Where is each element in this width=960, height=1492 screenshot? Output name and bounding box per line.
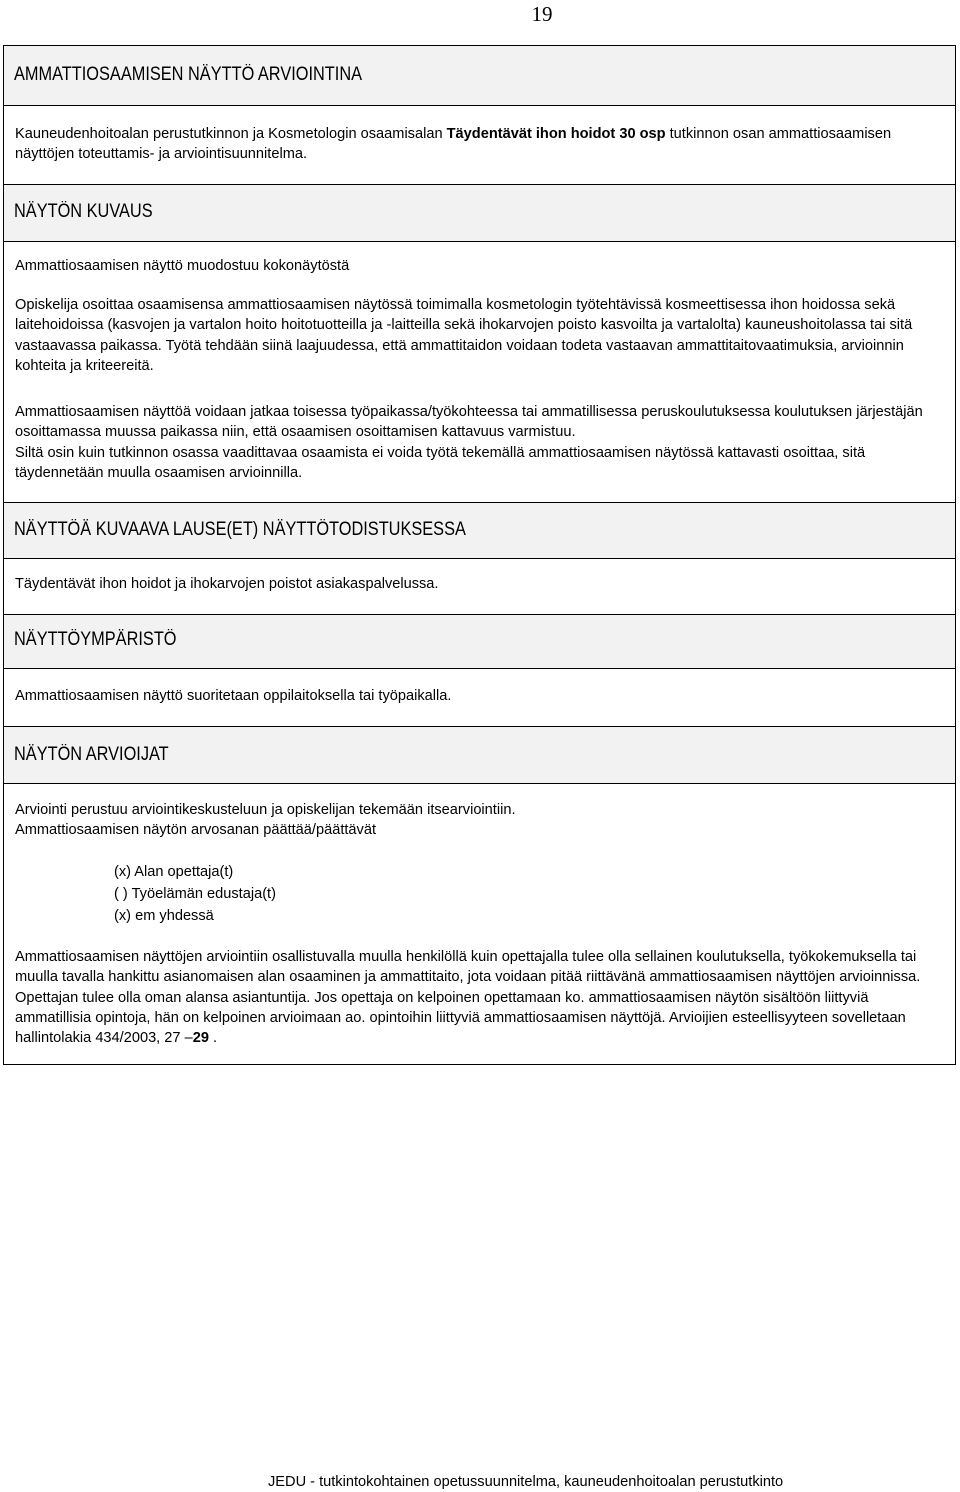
page-number: 19 [531, 2, 553, 26]
section-band-ymparisto [4, 614, 955, 669]
kuvaus-p2: Opiskelija osoittaa osaamisensa ammattiosaamisen näytössä toimimalla kosmetologin työtehtävissä kosmeettisessa ihon hoidossa sekä laitehoidoissa (kasvojen ja vartalon hoito hoitotuotteilla ja -laitteilla sekä ihokarvojen poisto kasvoilta ja vartalolta) kauneushoitolassa tai sitä vastaavassa paikassa. Työtä tehdään siinä laajuudessa, että ammattitaidon voidaan todeta vastaavan ammattitaitovaatimuksia, arvioinnin kohteita ja kriteereitä. [15, 297, 913, 374]
arvioijat-p3-dash: – [184, 1030, 193, 1047]
intro-bold: Täydentävät ihon hoidot 30 osp [446, 126, 666, 142]
arvioijat-p3-text: Ammattiosaamisen näyttöjen arviointiin osallistuvalla muulla henkilöllä kuin opettajalla tulee olla sellainen koulutuksella, työkokemuksella tai muulla tavalla hankittu asianomaisen alan osaaminen ja ammattitaito, jota voidaan pitää riittävänä ammattiosaamisen näyttöjen arvioinnissa. Opettajan tulee olla oman alansa asiantuntija. Jos opettaja on kelpoinen opettamaan ko. ammattiosaamisen näytön sisältöön liittyviä ammatillisia opintoja, hän on kelpoinen arvioimaan ao. opintoihin liittyviä ammattiosaamisen näyttöjä. Arvioijien esteellisyyteen sovelletaan hallintolakia 434/2003, 27 [15, 949, 921, 1047]
section-heading-ymparisto: NÄYTTÖYMPÄRISTÖ [14, 629, 177, 650]
section-heading-kuvaus: NÄYTÖN KUVAUS [14, 201, 153, 222]
arvioijat-p3 [15, 947, 945, 1048]
arvioijat-p3-bold: 29 [192, 1030, 209, 1047]
ymparisto-p1: Ammattiosaamisen näyttö suoritetaan oppilaitoksella tai työpaikalla. [15, 688, 452, 704]
intro-paragraph [15, 124, 945, 165]
section-band-arvioijat [4, 726, 955, 784]
option-alan-opettaja [114, 861, 276, 883]
option-tyoelaman-edustaja [114, 883, 276, 905]
option-mark: ( ) [114, 886, 128, 902]
kuvaus-p3: Ammattiosaamisen näyttöä voidaan jatkaa toisessa työpaikassa/työkohteessa tai ammatillisessa peruskoulutuksessa koulutuksen järjestäjän osoittamassa muussa paikassa niin, että osaamisen osoittamisen kattavuus varmistuu. [15, 404, 923, 441]
arvioijat-p1: Arviointi perustuu arviointikeskusteluun ja opiskelijan tekemään itsearviointiin. [15, 802, 516, 818]
kuvaus-p1: Ammattiosaamisen näyttö muodostuu kokonäytöstä [15, 258, 350, 274]
title-band [4, 46, 955, 106]
document-frame [3, 45, 956, 1065]
option-label: Alan opettaja(t) [131, 864, 234, 880]
page-title: AMMATTIOSAAMISEN NÄYTTÖ ARVIOINTINA [14, 64, 363, 85]
intro-text-2: tutkinnon osan ammattiosaamisen näyttöjen toteuttamis- ja arviointisuunnitelma. [15, 126, 892, 163]
option-label: Työelämän edustaja(t) [127, 886, 276, 902]
option-mark: (x) [114, 864, 132, 880]
section-band-kuvaus [4, 184, 955, 242]
section-heading-lause: NÄYTTÖÄ KUVAAVA LAUSE(ET) NÄYTTÖTODISTUKSESSA [14, 519, 466, 540]
intro-text-1: Kauneudenhoitoalan perustutkinnon ja Kosmetologin osaamisalan [15, 126, 447, 142]
lause-p1: Täydentävät ihon hoidot ja ihokarvojen poistot asiakaspalvelussa. [15, 576, 439, 592]
section-heading-arvioijat: NÄYTÖN ARVIOIJAT [14, 744, 169, 765]
option-em-yhdessa [114, 905, 276, 927]
option-mark: (x) [114, 908, 132, 924]
option-label: em yhdessä [131, 908, 214, 924]
arvioijat-p3-end: . [208, 1030, 218, 1047]
section-band-lause [4, 502, 955, 559]
arvioijat-p2: Ammattiosaamisen näytön arvosanan päättää/päättävät [15, 822, 377, 838]
page-footer: JEDU - tutkintokohtainen opetussuunnitelma, kauneudenhoitoalan perustutkinto [268, 1474, 784, 1490]
kuvaus-p4: Siltä osin kuin tutkinnon osassa vaadittavaa osaamista ei voida työtä tekemällä ammattiosaamisen näytössä kattavasti osoittaa, sitä täydennetään muulla osaamisen arvioinnilla. [15, 445, 866, 482]
arvioija-options [114, 861, 276, 927]
